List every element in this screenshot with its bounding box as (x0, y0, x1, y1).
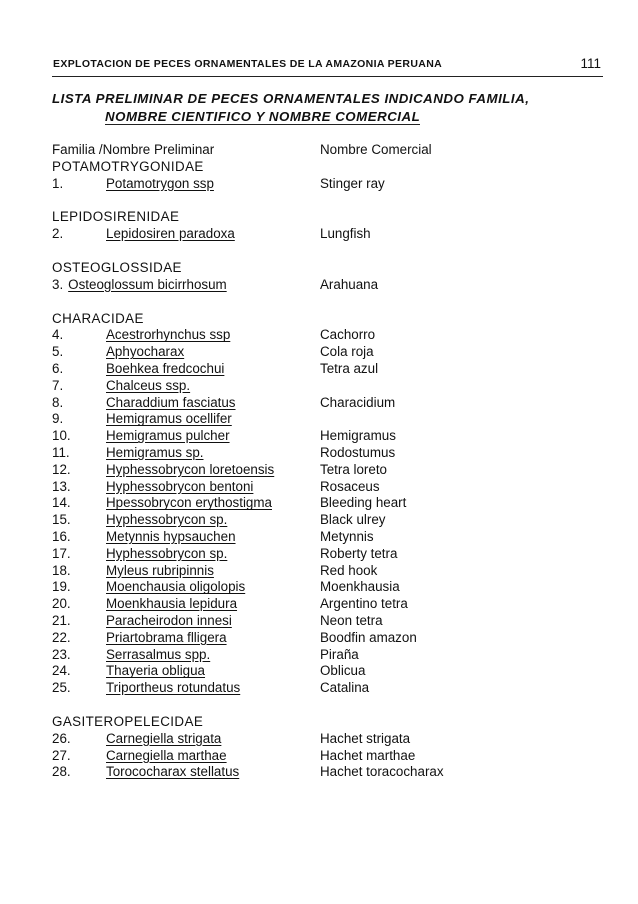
species-row (52, 479, 612, 496)
common-name: Red hook (320, 562, 378, 578)
family-name: OSTEOGLOSSIDAE (52, 259, 182, 275)
species-number: 21. (52, 612, 71, 628)
species-number: 26. (52, 730, 71, 746)
scientific-name: Moenkhausia lepidura (106, 596, 238, 612)
scientific-name: Acestrorhynchus ssp (106, 327, 231, 343)
family-name: LEPIDOSIRENIDAE (52, 209, 180, 225)
scientific-name: Metynnis hypsauchen (106, 528, 236, 544)
scientific-name: Hemigramus pulcher (106, 428, 230, 444)
scientific-name: Carnegiella strigata (106, 730, 222, 746)
family-row (52, 159, 612, 176)
scientific-name: Hyphessobrycon sp. (106, 545, 228, 561)
species-row (52, 445, 612, 462)
family-row (52, 209, 612, 226)
species-number: 13. (52, 478, 71, 494)
scientific-name: Torococharax stellatus (106, 764, 240, 780)
common-name: Tetra azul (320, 360, 379, 376)
scientific-name: Hemigramus ocellifer (106, 411, 232, 427)
scientific-name: Osteoglossum bicirrhosum (68, 276, 227, 292)
species-number: 1. (52, 175, 64, 191)
common-name: Bleeding heart (320, 495, 407, 511)
common-name: Tetra loreto (320, 461, 387, 477)
common-name: Hachet strigata (320, 730, 411, 746)
species-number: 9. (52, 411, 64, 427)
column-header-family: Familia /Nombre Preliminar (52, 142, 215, 157)
scientific-name: Hpessobrycon erythostigma (106, 495, 272, 511)
species-row (52, 226, 612, 243)
title-line-1: LISTA PRELIMINAR DE PECES ORNAMENTALES INDICANDO FAMILIA, (52, 91, 530, 106)
scientific-name: Serrasalmus spp. (106, 646, 211, 662)
species-row (52, 344, 612, 361)
species-number: 11. (52, 444, 70, 460)
species-row (52, 361, 612, 378)
title-line-2: NOMBRE CIENTIFICO Y NOMBRE COMERCIAL (105, 109, 421, 124)
species-number: 16. (52, 528, 71, 544)
family-name: POTAMOTRYGONIDAE (52, 158, 204, 174)
species-number: 8. (52, 394, 64, 410)
species-row (52, 613, 612, 630)
species-row (52, 327, 612, 344)
scientific-name: Aphyocharax (106, 344, 185, 360)
common-name: Metynnis (320, 528, 374, 544)
common-name: Neon tetra (320, 612, 383, 628)
species-row (52, 596, 612, 613)
common-name: Hachet marthae (320, 747, 416, 763)
species-row (52, 563, 612, 580)
species-number: 22. (52, 629, 71, 645)
column-headers (52, 142, 612, 159)
species-number: 3. (52, 276, 64, 292)
species-row (52, 462, 612, 479)
species-row (52, 176, 612, 193)
common-name: Catalina (320, 680, 370, 696)
section-spacer (52, 697, 612, 714)
scientific-name: Priartobrama flligera (106, 629, 227, 645)
species-number: 2. (52, 226, 64, 242)
common-name: Lungfish (320, 226, 371, 242)
species-list (52, 142, 612, 781)
species-row (52, 680, 612, 697)
species-number: 28. (52, 764, 71, 780)
section-spacer (52, 192, 612, 209)
common-name: Hemigramus (320, 428, 396, 444)
species-number: 6. (52, 360, 64, 376)
page-number: 111 (580, 56, 601, 71)
common-name: Oblicua (320, 663, 366, 679)
section-spacer (52, 243, 612, 260)
family-row (52, 714, 612, 731)
scientific-name: Lepidosiren paradoxa (106, 226, 235, 242)
species-number: 24. (52, 663, 71, 679)
page-header (52, 54, 603, 77)
common-name: Piraña (320, 646, 359, 662)
species-number: 10. (52, 428, 71, 444)
species-row (52, 630, 612, 647)
species-entry (52, 277, 227, 294)
species-number: 14. (52, 495, 71, 511)
species-number: 7. (52, 377, 64, 393)
species-number: 18. (52, 562, 71, 578)
common-name: Boodfin amazon (320, 629, 417, 645)
species-number: 5. (52, 344, 64, 360)
species-row (52, 748, 612, 765)
common-name: Roberty tetra (320, 545, 398, 561)
family-row (52, 311, 612, 328)
scientific-name: Hemigramus sp. (106, 444, 204, 460)
scientific-name: Chalceus ssp. (106, 377, 191, 393)
species-number: 4. (52, 327, 64, 343)
family-name: CHARACIDAE (52, 310, 144, 326)
species-row (52, 579, 612, 596)
common-name: Black ulrey (320, 512, 386, 528)
species-number: 17. (52, 545, 71, 561)
scientific-name: Triportheus rotundatus (106, 680, 241, 696)
scientific-name: Myleus rubripinnis (106, 562, 214, 578)
common-name: Cola roja (320, 344, 374, 360)
common-name: Rosaceus (320, 478, 380, 494)
common-name: Characidium (320, 394, 396, 410)
species-number: 19. (52, 579, 71, 595)
species-row (52, 529, 612, 546)
scientific-name: Moenchausia oligolopis (106, 579, 246, 595)
scientific-name: Charaddium fasciatus (106, 394, 236, 410)
common-name: Arahuana (320, 276, 379, 292)
species-number: 12. (52, 461, 71, 477)
common-name: Rodostumus (320, 444, 396, 460)
species-row (52, 663, 612, 680)
species-row (52, 428, 612, 445)
species-number: 15. (52, 512, 71, 528)
scientific-name: Paracheirodon innesi (106, 612, 232, 628)
species-row (52, 546, 612, 563)
scientific-name: Carnegiella marthae (106, 747, 227, 763)
species-row (52, 764, 612, 781)
species-row (52, 395, 612, 412)
species-number: 27. (52, 747, 71, 763)
scientific-name: Hyphessobrycon loretoensis (106, 461, 275, 477)
scientific-name: Hyphessobrycon bentoni (106, 478, 254, 494)
scientific-name: Thayeria obligua (106, 663, 206, 679)
species-row (52, 411, 612, 428)
scientific-name: Potamotrygon ssp (106, 175, 214, 191)
family-row (52, 260, 612, 277)
species-row (52, 277, 612, 294)
species-row (52, 512, 612, 529)
species-row (52, 495, 612, 512)
common-name: Hachet toracocharax (320, 764, 444, 780)
species-row (52, 647, 612, 664)
scientific-name: Hyphessobrycon sp. (106, 512, 228, 528)
column-header-common-name: Nombre Comercial (320, 142, 432, 157)
family-name: GASITEROPELECIDAE (52, 713, 204, 729)
species-row (52, 378, 612, 395)
common-name: Moenkhausia (320, 579, 400, 595)
scientific-name: Boehkea fredcochui (106, 360, 225, 376)
common-name: Cachorro (320, 327, 376, 343)
species-number: 20. (52, 596, 71, 612)
section-spacer (52, 294, 612, 311)
common-name: Stinger ray (320, 175, 385, 191)
running-title: EXPLOTACION DE PECES ORNAMENTALES DE LA AMAZONIA PERUANA (53, 58, 443, 70)
common-name: Argentino tetra (320, 596, 408, 612)
species-row (52, 731, 612, 748)
species-number: 25. (52, 680, 71, 696)
species-number: 23. (52, 646, 71, 662)
document-title (52, 90, 612, 126)
